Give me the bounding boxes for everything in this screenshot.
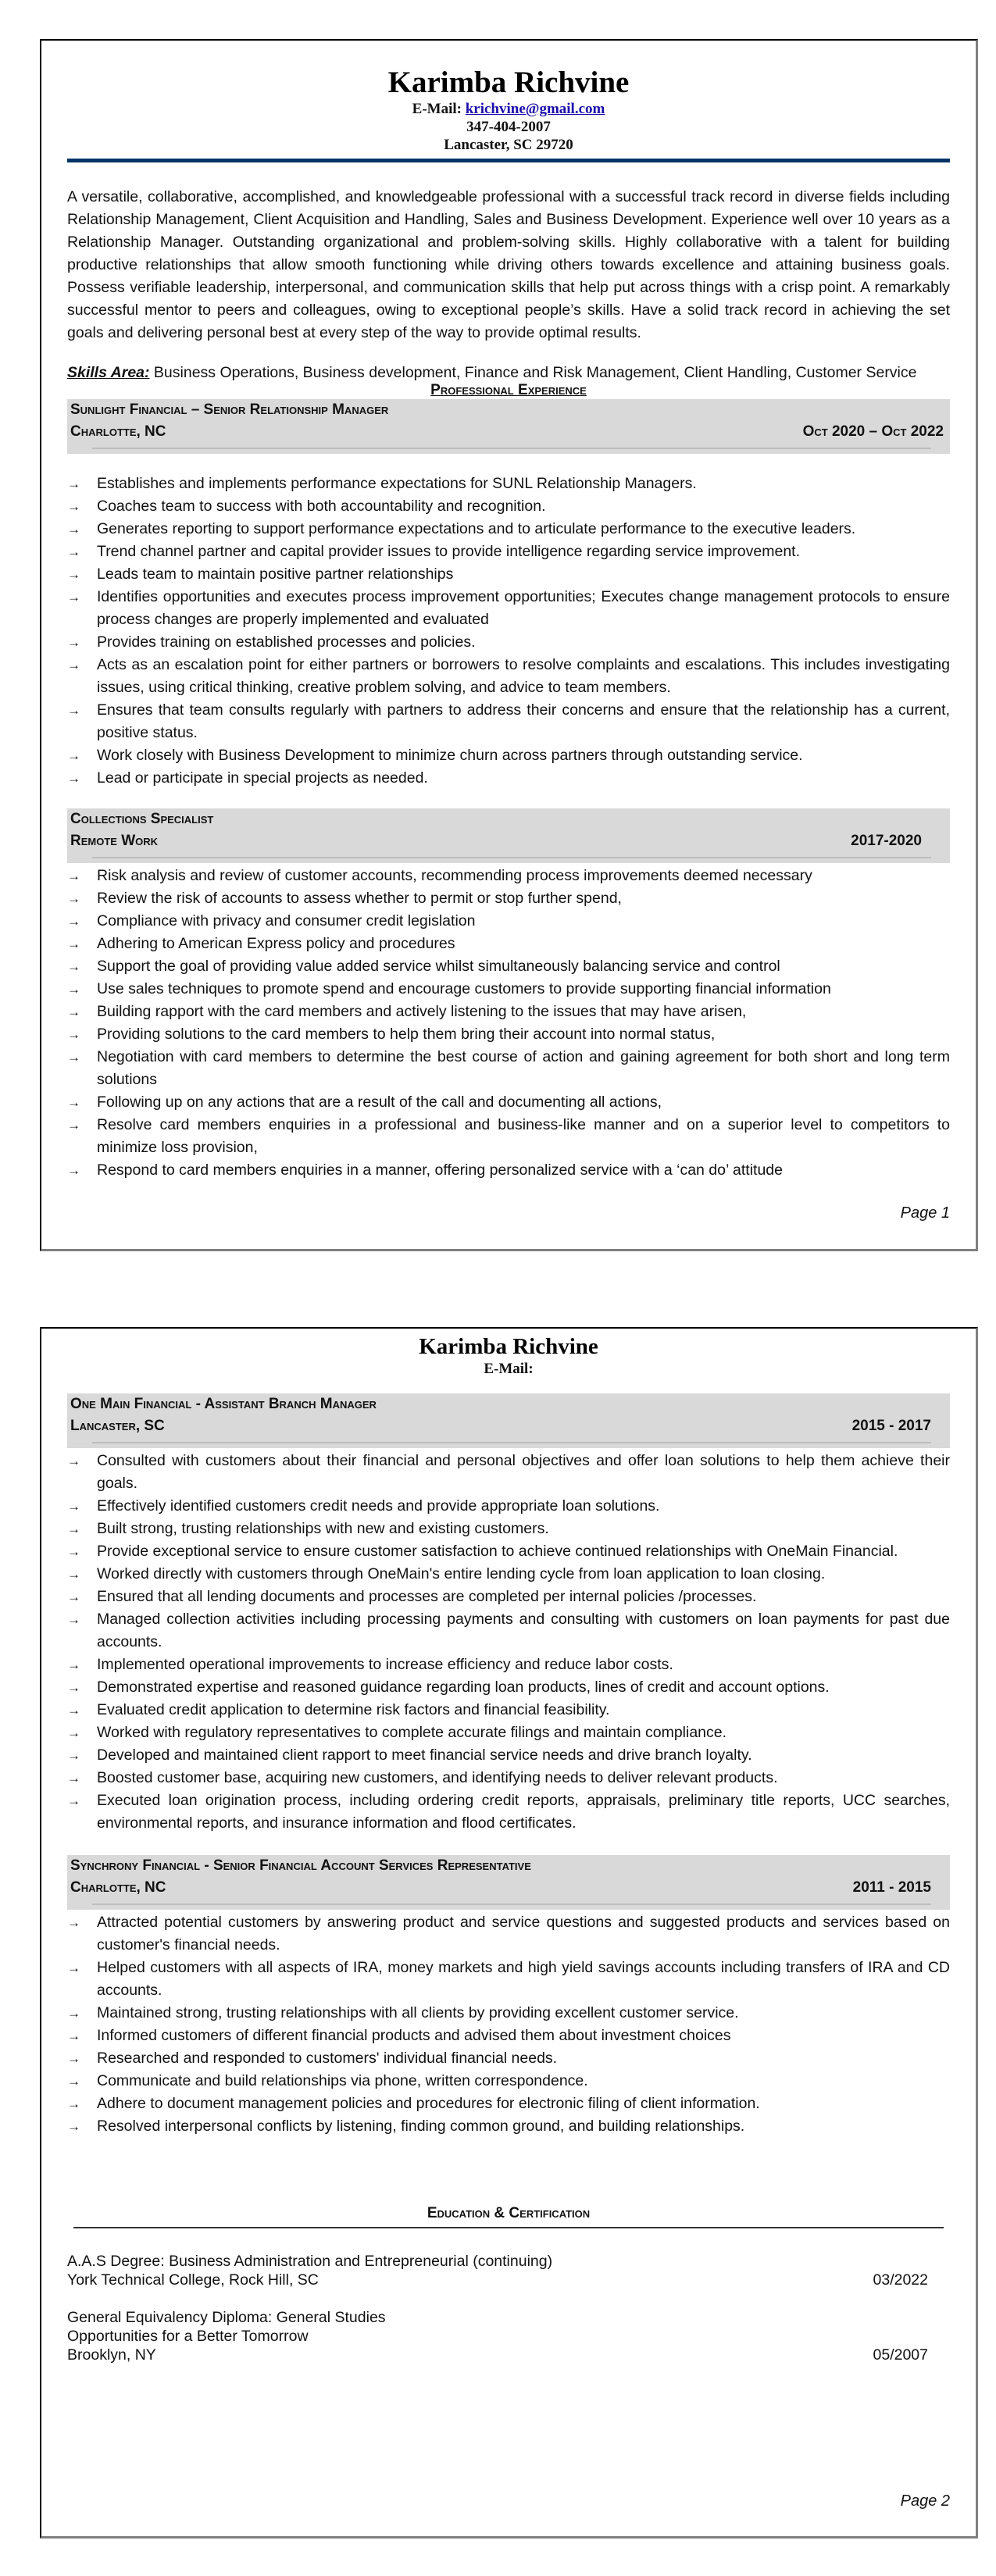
job-title: One Main Financial - Assistant Branch Manager (70, 1396, 377, 1412)
bullet-item (67, 586, 950, 631)
bullet-item (67, 744, 950, 767)
bullet-text: Informed customers of different financial products and advised them about investment choices (97, 2027, 731, 2044)
bullet-item (67, 1586, 950, 1608)
arrow-right-icon: → (67, 1163, 80, 1178)
bullet-text: Researched and responded to customers' individual financial needs. (97, 2050, 558, 2067)
bullet-item (67, 1767, 950, 1789)
job-divider (92, 857, 931, 858)
arrow-right-icon: → (67, 1118, 80, 1133)
degree: General Equivalency Diploma: General Studies (67, 2309, 386, 2326)
arrow-right-icon: → (67, 1589, 80, 1604)
arrow-right-icon: → (67, 771, 80, 786)
skills-area (67, 363, 950, 382)
bullet-text: Work closely with Business Development to minimize churn across partners through outstanding service. (97, 747, 803, 764)
job-dates: 2015 - 2017 (851, 1418, 931, 1434)
professional-summary: A versatile, collaborative, accomplished, and knowledgeable professional with a successful track record in diverse fields including Relationship Management, Client Acquisition and Handling, Sales and Business Development. Experience well over 10 years as a Relationship Manager. Outstanding organizational and problem-solving skills. Highly collaborative with a talent for building productive relationships that allow smooth functioning while driving others towards excellence and attaining business goals. Possess verifiable leadership, interpersonal, and communication skills that help put across things with a crisp point. A remarkably successful mentor to peers and colleagues, owing to exceptional people’s skills. Have a solid track record in achieving the set goals and delivering personal best at every step of the way to provide optimal results. (67, 188, 950, 341)
bullet-text: Communicate and build relationships via phone, written correspondence. (97, 2072, 588, 2089)
bullet-text: Provide exceptional service to ensure customer satisfaction to achieve continued relationships with OneMain Financial. (97, 1543, 898, 1560)
job-divider (92, 1442, 931, 1443)
institution-location: Brooklyn, NY (67, 2346, 156, 2364)
institution: Opportunities for a Better Tomorrow (67, 2328, 309, 2345)
page-number: Page 2 (900, 2492, 950, 2510)
bullet-item (67, 1563, 950, 1586)
bullet-item (67, 699, 950, 744)
arrow-right-icon: → (67, 982, 80, 997)
arrow-right-icon: → (67, 2096, 80, 2111)
arrow-right-icon: → (67, 1004, 80, 1019)
bullet-text: Worked directly with customers through OneMain's entire lending cycle from loan application to loan closing. (97, 1565, 826, 1582)
email-line (67, 100, 950, 118)
bullet-text: Worked with regulatory representatives to complete accurate filings and maintain compliance. (97, 1724, 727, 1741)
arrow-right-icon: → (67, 1612, 80, 1627)
experience-heading: Professional Experience (430, 382, 587, 398)
bullet-text: Lead or participate in special projects as needed. (97, 769, 428, 787)
education-heading: Education & Certification (427, 2205, 591, 2221)
bullet-item (67, 473, 950, 495)
bullet-item (67, 1159, 950, 1182)
arrow-right-icon: → (67, 748, 80, 763)
bullet-text: Risk analysis and review of customer accounts, recommending process improvements deemed necessary (97, 867, 812, 884)
arrow-right-icon: → (67, 1095, 80, 1110)
job-header (67, 808, 950, 863)
job-entry (67, 808, 950, 1182)
job-entry (67, 1855, 950, 2138)
arrow-right-icon: → (67, 1522, 80, 1536)
bullet-text: Acts as an escalation point for either partners or borrowers to resolve complaints and escalations. This includes investigating issues, using critical thinking, creative problem solving, and advice to team members. (97, 656, 950, 696)
bullet-item (67, 1654, 950, 1676)
job-title: Synchrony Financial - Senior Financial Account Services Representative (70, 1857, 531, 1874)
bullet-item (67, 2115, 950, 2138)
bullet-text: Helped customers with all aspects of IRA, money markets and high yield savings accounts including transfers of IRA and CD accounts. (97, 1959, 950, 1999)
bullet-item (67, 2070, 950, 2093)
bullet-text: Resolve card members enquiries in a professional and business-like manner and on a superior level to competitors to minimize loss provision, (97, 1116, 950, 1156)
bullet-item (67, 1046, 950, 1091)
education-date: 03/2022 (873, 2271, 928, 2289)
arrow-right-icon: → (67, 1544, 80, 1559)
arrow-right-icon: → (67, 2006, 80, 2021)
bullet-text: Resolved interpersonal conflicts by listening, finding common ground, and building relationships. (97, 2118, 745, 2135)
bullet-item (67, 495, 950, 518)
arrow-right-icon: → (67, 658, 80, 673)
bullet-item (67, 654, 950, 699)
bullet-item (67, 1114, 950, 1159)
bullet-item (67, 955, 950, 978)
page-number: Page 1 (900, 1204, 950, 1222)
email-label: E-Mail: (484, 1361, 534, 1377)
job-header (67, 399, 950, 454)
arrow-right-icon: → (67, 1657, 80, 1672)
arrow-right-icon: → (67, 522, 80, 537)
arrow-right-icon: → (67, 1748, 80, 1763)
arrow-right-icon: → (67, 937, 80, 951)
arrow-right-icon: → (67, 590, 80, 605)
bullet-text: Maintained strong, trusting relationships with all clients by providing excellent customer service. (97, 2004, 739, 2021)
arrow-right-icon: → (67, 1961, 80, 1975)
job-location: Charlotte, NC (70, 1879, 166, 1896)
bullet-item (67, 2025, 950, 2047)
bullet-item (67, 2047, 950, 2070)
bullet-item (67, 541, 950, 563)
bullet-item (67, 887, 950, 910)
bullet-text: Attracted potential customers by answering product and service questions and suggested products and services based on customer's financial needs. (97, 1914, 950, 1953)
arrow-right-icon: → (67, 1915, 80, 1930)
education-entry (67, 2308, 950, 2364)
bullet-item (67, 767, 950, 790)
bullet-text: Following up on any actions that are a result of the call and documenting all actions, (97, 1094, 662, 1111)
bullet-item (67, 1721, 950, 1744)
candidate-name: Karimba Richvine (419, 1334, 598, 1359)
arrow-right-icon: → (67, 499, 80, 514)
arrow-right-icon: → (67, 703, 80, 718)
bullet-item (67, 1676, 950, 1699)
bullet-text: Support the goal of providing value added service whilst simultaneously balancing service and control (97, 958, 780, 975)
bullet-text: Use sales techniques to promote spend and encourage customers to provide supporting financial information (97, 980, 831, 997)
arrow-right-icon: → (67, 2074, 80, 2089)
bullet-item (67, 1495, 950, 1518)
email-link[interactable]: krichvine@gmail.com (465, 101, 605, 117)
bullet-text: Effectively identified customers credit needs and provide appropriate loan solutions. (97, 1497, 660, 1515)
arrow-right-icon: → (67, 1050, 80, 1065)
bullet-text: Negotiation with card members to determine the best course of action and gaining agreement for both short and long term solutions (97, 1048, 950, 1088)
email-label: E-Mail: (412, 101, 462, 117)
arrow-right-icon: → (67, 1793, 80, 1808)
bullet-item (67, 1911, 950, 1957)
degree: A.A.S Degree: Business Administration and Entrepreneurial (continuing) (67, 2253, 553, 2270)
arrow-right-icon: → (67, 1027, 80, 1042)
bullet-item (67, 2002, 950, 2025)
bullet-text: Establishes and implements performance expectations for SUNL Relationship Managers. (97, 475, 697, 492)
job-divider (92, 448, 931, 449)
bullet-item (67, 910, 950, 933)
arrow-right-icon: → (67, 476, 80, 491)
arrow-right-icon: → (67, 1499, 80, 1514)
bullet-text: Respond to card members enquiries in a manner, offering personalized service with a ‘can do’ attitude (97, 1161, 783, 1179)
education-entry (67, 2252, 950, 2289)
bullet-text: Ensured that all lending documents and processes are completed per internal policies /processes. (97, 1588, 757, 1605)
bullet-text: Boosted customer base, acquiring new customers, and identifying needs to deliver relevant products. (97, 1769, 778, 1786)
arrow-right-icon: → (67, 1771, 80, 1786)
bullet-item (67, 1789, 950, 1835)
arrow-right-icon: → (67, 2028, 80, 2043)
job-entry (67, 1393, 950, 1835)
bullet-text: Built strong, trusting relationships with new and existing customers. (97, 1520, 549, 1537)
bullet-item (67, 978, 950, 1001)
job-dates: Oct 2020 – Oct 2022 (802, 423, 944, 440)
bullet-text: Executed loan origination process, including ordering credit reports, appraisals, preliminary title reports, UCC searches, environmental reports, and insurance information and flood certificates. (97, 1792, 950, 1832)
education-date: 05/2007 (873, 2346, 928, 2364)
bullet-text: Developed and maintained client rapport to meet financial service needs and drive branch loyalty. (97, 1746, 752, 1764)
arrow-right-icon: → (67, 544, 80, 559)
job-location: Remote Work (70, 833, 159, 849)
job-header (67, 1855, 950, 1910)
job-bullets (67, 865, 950, 1182)
bullet-text: Evaluated credit application to determine risk factors and financial feasibility. (97, 1701, 610, 1718)
bullet-item (67, 1023, 950, 1046)
candidate-name: Karimba Richvine (387, 66, 630, 99)
arrow-right-icon: → (67, 1725, 80, 1740)
arrow-right-icon: → (67, 891, 80, 906)
arrow-right-icon: → (67, 1567, 80, 1582)
arrow-right-icon: → (67, 1454, 80, 1468)
bullet-text: Implemented operational improvements to increase efficiency and reduce labor costs. (97, 1656, 673, 1673)
bullet-text: Leads team to maintain positive partner relationships (97, 566, 454, 583)
arrow-right-icon: → (67, 869, 80, 883)
bullet-item (67, 563, 950, 586)
job-bullets (67, 473, 950, 790)
job-bullets (67, 1911, 950, 2138)
bullet-text: Consulted with customers about their financial and personal objectives and offer loan solutions to help them achieve their goals. (97, 1452, 950, 1492)
bullet-text: Compliance with privacy and consumer credit legislation (97, 912, 476, 929)
bullet-text: Demonstrated expertise and reasoned guidance regarding loan products, lines of credit and account options. (97, 1679, 830, 1696)
bullet-text: Adhere to document management policies and procedures for electronic filing of client information. (97, 2095, 760, 2112)
arrow-right-icon: → (67, 1703, 80, 1718)
bullet-text: Ensures that team consults regularly with partners to address their concerns and ensure that the relationship has a current, positive status. (97, 701, 950, 741)
institution: York Technical College, Rock Hill, SC (67, 2271, 319, 2289)
job-dates: 2017-2020 (851, 833, 922, 849)
arrow-right-icon: → (67, 2119, 80, 2134)
bullet-item (67, 2093, 950, 2115)
bullet-item (67, 1608, 950, 1654)
bullet-item (67, 1518, 950, 1540)
arrow-right-icon: → (67, 1680, 80, 1695)
bullet-item (67, 1091, 950, 1114)
bullet-item (67, 1744, 950, 1767)
bullet-text: Identifies opportunities and executes process improvement opportunities; Executes change management protocols to ensure process changes are properly implemented and evaluated (97, 588, 950, 628)
bullet-item (67, 1957, 950, 2002)
email-line (67, 1360, 950, 1378)
job-location: Charlotte, NC (70, 423, 166, 440)
address: Lancaster, SC 29720 (444, 137, 573, 153)
bullet-item (67, 1450, 950, 1495)
bullet-text: Building rapport with the card members and actively listening to the issues that may have arisen, (97, 1003, 747, 1020)
bullet-item (67, 1699, 950, 1721)
job-divider (92, 1903, 931, 1905)
education-divider (73, 2227, 944, 2228)
bullet-text: Coaches team to success with both accountability and recognition. (97, 498, 546, 515)
bullet-text: Adhering to American Express policy and procedures (97, 935, 455, 952)
bullet-text: Review the risk of accounts to assess whether to permit or stop further spend, (97, 890, 622, 907)
arrow-right-icon: → (67, 959, 80, 974)
bullet-text: Managed collection activities including processing payments and consulting with customers on loan payments for past due accounts. (97, 1611, 950, 1650)
resume-page-2 (40, 1327, 978, 2539)
job-title: Collections Specialist (70, 811, 214, 827)
bullet-item (67, 518, 950, 541)
arrow-right-icon: → (67, 2051, 80, 2066)
bullet-item (67, 933, 950, 955)
bullet-item (67, 1540, 950, 1563)
job-location: Lancaster, SC (70, 1418, 165, 1434)
bullet-text: Trend channel partner and capital provider issues to provide intelligence regarding service improvement. (97, 543, 801, 560)
skills-label: Skills Area: (67, 364, 150, 381)
skills-text: Business Operations, Business development, Finance and Risk Management, Client Handling, Customer Service (149, 364, 917, 381)
job-bullets (67, 1450, 950, 1835)
bullet-text: Provides training on established processes and policies. (97, 633, 476, 651)
bullet-item (67, 631, 950, 654)
bullet-item (67, 1001, 950, 1023)
job-entry (67, 399, 950, 790)
job-dates: 2011 - 2015 (852, 1879, 931, 1896)
arrow-right-icon: → (67, 914, 80, 929)
phone: 347-404-2007 (466, 119, 551, 135)
header-divider (67, 159, 950, 162)
arrow-right-icon: → (67, 635, 80, 650)
resume-page-1 (40, 39, 978, 1251)
job-header (67, 1393, 950, 1448)
arrow-right-icon: → (67, 567, 80, 582)
bullet-item (67, 865, 950, 887)
job-title: Sunlight Financial – Senior Relationship Manager (70, 401, 389, 418)
bullet-text: Generates reporting to support performance expectations and to articulate performance to the executive leaders. (97, 520, 856, 537)
bullet-text: Providing solutions to the card members to help them bring their account into normal status, (97, 1026, 716, 1043)
